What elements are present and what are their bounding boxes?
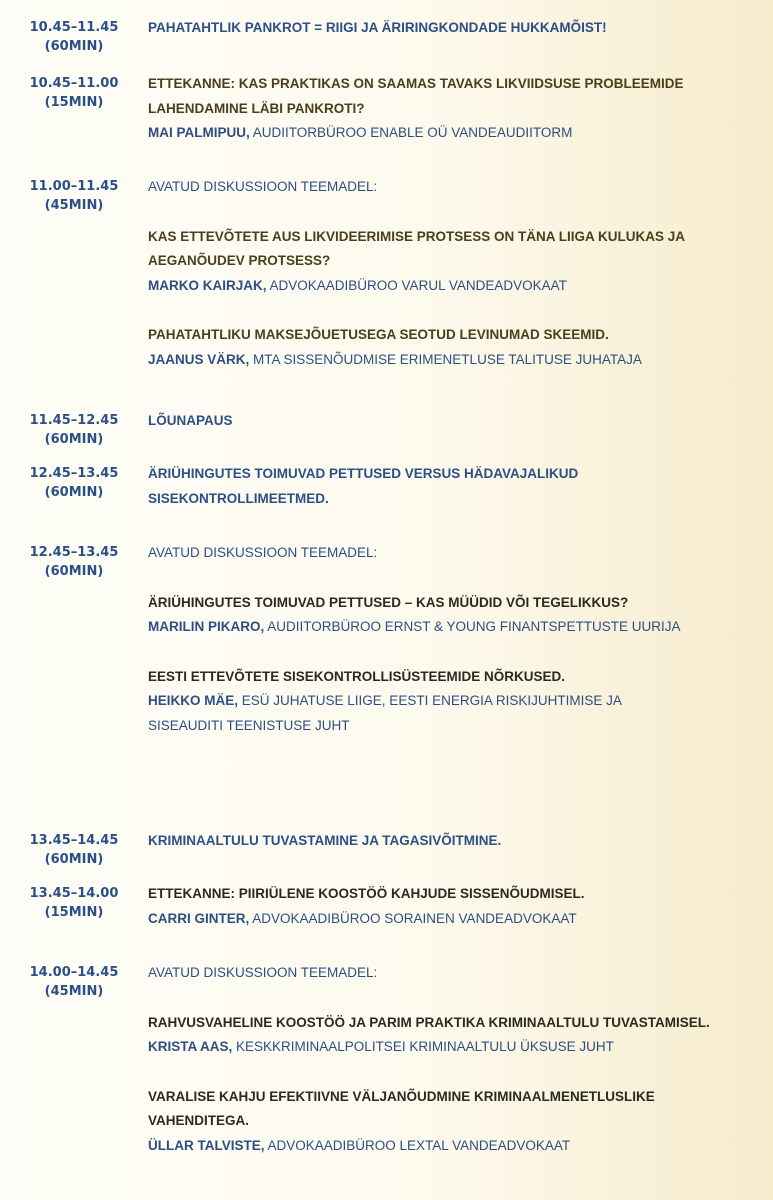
- speaker-line: [148, 274, 758, 299]
- session-content: [148, 961, 758, 1158]
- session-time-range: 12.45–13.45: [29, 545, 119, 560]
- topic-title: RAHVUSVAHELINE KOOSTÖÖ JA PARIM PRAKTIKA KRIMINAALTULU TUVASTAMISEL.: [148, 1014, 710, 1030]
- session-time-range: 13.45–14.00: [29, 886, 119, 901]
- session-duration: (15MIN): [44, 95, 104, 110]
- session-time: [22, 18, 126, 56]
- session-time-range: 13.45–14.45: [29, 833, 119, 848]
- session-time: [22, 411, 126, 449]
- session-title: LÕUNAPAUS: [148, 413, 233, 428]
- discussion-topic: [148, 591, 758, 640]
- speaker-role: AUDIITORBÜROO ERNST & YOUNG FINANTSPETTUSTE UURIJA: [267, 619, 681, 634]
- session-duration: (15MIN): [44, 905, 104, 920]
- topic-title: ÄRIÜHINGUTES TOIMUVAD PETTUSED – KAS MÜÜDID VÕI TEGELIKKUS?: [148, 594, 629, 610]
- session-content: [148, 462, 758, 511]
- speaker-role: MTA SISSENÕUDMISE ERIMENETLUSE TALITUSE JUHATAJA: [253, 351, 642, 367]
- session-title: KRIMINAALTULU TUVASTAMINE JA TAGASIVÕITMINE.: [148, 833, 502, 848]
- topic-title: KAS ETTEVÕTETE AUS LIKVIDEERIMISE PROTSESS ON TÄNA LIIGA KULUKAS JA AEGANÕUDEV PROTSESS?: [148, 228, 685, 268]
- discussion-topic: [148, 1085, 758, 1159]
- topic-title: EESTI ETTEVÕTETE SISEKONTROLLISÜSTEEMIDE NÕRKUSED.: [148, 668, 566, 684]
- session-duration: (60MIN): [44, 852, 104, 867]
- session-time: [22, 543, 126, 581]
- speaker-role: AUDIITORBÜROO ENABLE OÜ VANDEAUDIITORM: [252, 125, 573, 140]
- speaker-role: KESKKRIMINAALPOLITSEI KRIMINAALTULU ÜKSUSE JUHT: [236, 1039, 614, 1054]
- speaker-line: [148, 615, 758, 640]
- speaker-line: [148, 689, 693, 738]
- speaker-name: HEIKKO MÄE,: [148, 693, 239, 708]
- discussion-intro: AVATUD DISKUSSIOON TEEMADEL:: [148, 965, 378, 980]
- session-time: [22, 464, 126, 502]
- session-time-range: 10.45–11.00: [29, 76, 119, 91]
- speaker-name: ÜLLAR TALVISTE,: [148, 1137, 265, 1153]
- session-time: [22, 963, 126, 1001]
- session-time: [22, 74, 126, 112]
- session-content: [148, 829, 758, 854]
- session-time-range: 10.45–11.45: [29, 20, 119, 35]
- speaker-line: [148, 1035, 758, 1060]
- speaker-role: ADVOKAADIBÜROO LEXTAL VANDEADVOKAAT: [267, 1137, 571, 1153]
- speaker-name: KRISTA AAS,: [148, 1039, 233, 1054]
- session-duration: (45MIN): [44, 984, 104, 999]
- session-time: [22, 884, 126, 922]
- session-title: ÄRIÜHINGUTES TOIMUVAD PETTUSED VERSUS HÄDAVAJALIKUD SISEKONTROLLIMEETMED.: [148, 466, 579, 506]
- speaker-role: ESÜ JUHATUSE LIIGE, EESTI ENERGIA RISKIJUHTIMISE JA SISEAUDITI TEENISTUSE JUHT: [148, 693, 622, 733]
- speaker-line: [148, 1134, 758, 1159]
- speaker-line: [148, 121, 758, 146]
- speaker-role: ADVOKAADIBÜROO VARUL VANDEADVOKAAT: [269, 277, 567, 293]
- session-duration: (60MIN): [44, 485, 104, 500]
- speaker-role: ADVOKAADIBÜROO SORAINEN VANDEADVOKAAT: [252, 910, 577, 926]
- topic-title: VARALISE KAHJU EFEKTIIVNE VÄLJANÕUDMINE KRIMINAALMENETLUSLIKE VAHENDITEGA.: [148, 1088, 655, 1128]
- session-duration: (60MIN): [44, 432, 104, 447]
- session-duration: (60MIN): [44, 564, 104, 579]
- session-content: [148, 409, 758, 434]
- discussion-topic: [148, 665, 758, 739]
- discussion-topic: [148, 1011, 758, 1060]
- speaker-name: CARRI GINTER,: [148, 910, 250, 926]
- speaker-name: MARKO KAIRJAK,: [148, 277, 267, 293]
- discussion-topic: [148, 323, 758, 372]
- speaker-name: JAANUS VÄRK,: [148, 351, 250, 367]
- session-duration: (60MIN): [44, 39, 104, 54]
- session-title: ETTEKANNE: KAS PRAKTIKAS ON SAAMAS TAVAKS LIKVIIDSUSE PROBLEEMIDE LAHENDAMINE LÄBI PANKROTI?: [148, 76, 684, 116]
- speaker-line: [148, 907, 758, 932]
- discussion-intro: AVATUD DISKUSSIOON TEEMADEL:: [148, 179, 378, 194]
- session-time-range: 11.00–11.45: [29, 179, 119, 194]
- session-title: PAHATAHTLIK PANKROT = RIIGI JA ÄRIRINGKONDADE HUKKAMÕIST!: [148, 20, 607, 35]
- session-title: ETTEKANNE: PIIRIÜLENE KOOSTÖÖ KAHJUDE SISSENÕUDMISEL.: [148, 886, 585, 901]
- session-time-range: 11.45–12.45: [29, 413, 119, 428]
- session-time-range: 12.45–13.45: [29, 466, 119, 481]
- session-content: [148, 72, 758, 146]
- session-duration: (45MIN): [44, 198, 104, 213]
- discussion-topic: [148, 225, 758, 299]
- session-time-range: 14.00–14.45: [29, 965, 119, 980]
- speaker-name: MARILIN PIKARO,: [148, 619, 265, 634]
- session-time: [22, 177, 126, 215]
- session-content: [148, 541, 758, 738]
- topic-title: PAHATAHTLIKU MAKSEJÕUETUSEGA SEOTUD LEVINUMAD SKEEMID.: [148, 327, 609, 342]
- session-content: [148, 175, 758, 372]
- session-time: [22, 831, 126, 869]
- session-content: [148, 882, 758, 931]
- speaker-name: MAI PALMIPUU,: [148, 125, 250, 140]
- session-content: [148, 16, 758, 41]
- discussion-intro: AVATUD DISKUSSIOON TEEMADEL:: [148, 545, 378, 560]
- speaker-line: [148, 348, 758, 373]
